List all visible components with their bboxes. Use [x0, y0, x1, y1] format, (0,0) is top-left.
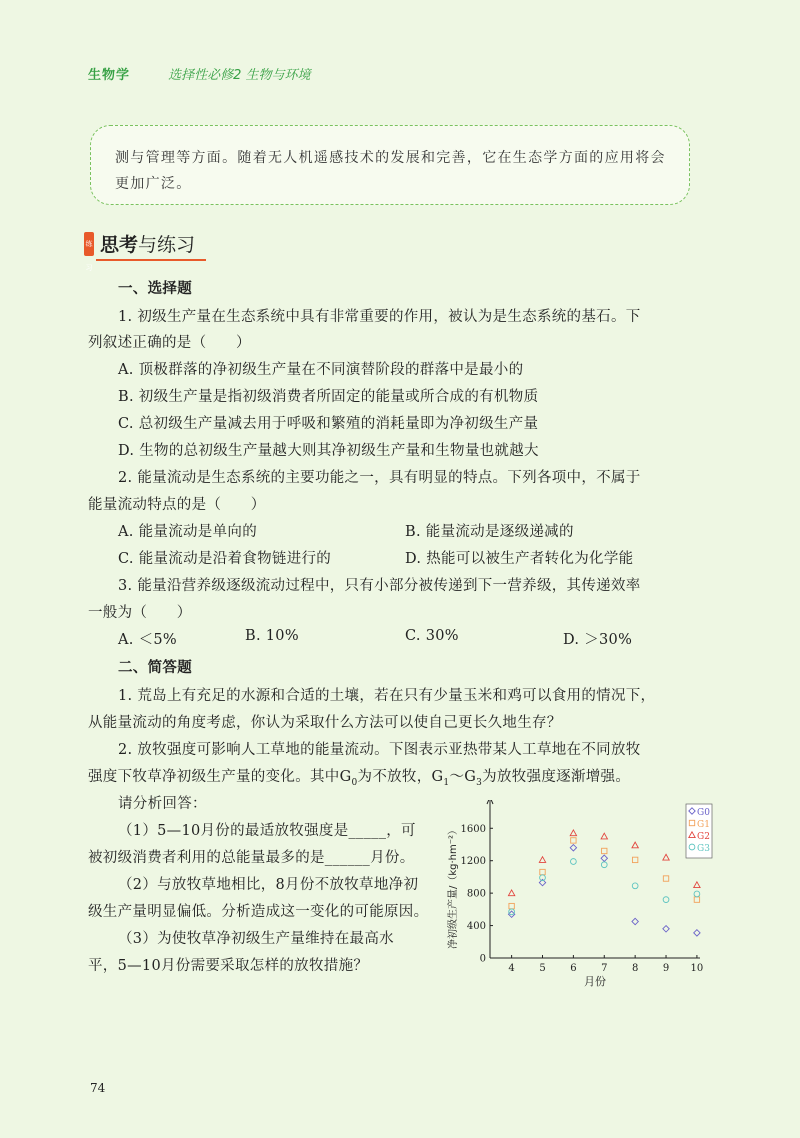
q1-option-c: C. 总初级生产量减去用于呼吸和繁殖的消耗量即为净初级生产量 — [118, 416, 539, 432]
data-point-g2 — [570, 830, 576, 836]
y-tick-label: 400 — [466, 921, 486, 933]
data-point-g2 — [663, 854, 669, 860]
data-point-g3 — [509, 909, 515, 915]
section-tab-icon — [84, 232, 94, 272]
data-point-g1 — [540, 869, 545, 874]
sq2-line2-d: 为放牧强度逐渐增强。 — [482, 769, 631, 785]
q1-option-b: B. 初级生产量是指初级消费者所固定的能量或所合成的有机物质 — [118, 389, 539, 405]
section-heading — [100, 230, 195, 257]
data-point-g2 — [632, 842, 638, 848]
data-point-g2 — [508, 890, 514, 896]
section-tab-label: 练习 — [85, 240, 93, 272]
sq2-p1-line2: 被初级消费者利用的总能量最多的是______月份。 — [88, 850, 415, 866]
data-point-g1 — [602, 848, 607, 853]
sq2-p1-line1: （1）5—10月份的最适放牧强度是_____，可 — [118, 823, 416, 839]
sq2-line2-a: 强度下牧草净初级生产量的变化。其中G — [88, 769, 352, 785]
sq1-line2: 从能量流动的角度考虑，你认为采取什么方法可以使自己更长久地生存？ — [88, 715, 562, 731]
section-heading-bold: 思考 — [100, 234, 139, 256]
data-point-g0 — [570, 845, 576, 851]
book-subtitle: 选择性必修2 生物与环境 — [168, 68, 311, 83]
q2-option-d: D. 热能可以被生产者转化为化学能 — [405, 551, 634, 567]
x-tick-label: 7 — [601, 963, 608, 974]
data-point-g0 — [601, 855, 607, 861]
x-tick-label: 4 — [508, 963, 515, 974]
data-point-g1 — [663, 876, 668, 881]
sq1-line1: 1. 荒岛上有充足的水源和合适的土壤，若在只有少量玉米和鸡可以食用的情况下， — [118, 688, 656, 704]
data-point-g0 — [632, 918, 638, 924]
sq2-line1: 2. 放牧强度可影响人工草地的能量流动。下图表示亚热带某人工草地在不同放牧 — [118, 742, 641, 758]
sq2-line2-b: 为不放牧，G — [357, 769, 444, 785]
q2-line2: 能量流动特点的是（ ） — [88, 497, 266, 513]
y-tick-label: 0 — [479, 953, 486, 965]
sq2-p2-line2: 级生产量明显偏低。分析造成这一变化的可能原因。 — [88, 904, 429, 920]
q1-line1: 1. 初级生产量在生态系统中具有非常重要的作用，被认为是生态系统的基石。下 — [118, 309, 641, 325]
q3-option-a: A. ＜5% — [118, 632, 177, 648]
q2-option-c: C. 能量流动是沿着食物链进行的 — [118, 551, 332, 567]
data-point-g2 — [601, 833, 607, 839]
q3-option-d: D. ＞30% — [563, 632, 633, 648]
note-text: 测与管理等方面。随着无人机遥感技术的发展和完善，它在生态学方面的应用将会更加广泛。 — [115, 150, 666, 192]
x-tick-label: 8 — [631, 963, 639, 974]
q1-option-d: D. 生物的总初级生产量越大则其净初级生产量和生物量也就越大 — [118, 443, 539, 459]
page-number: 74 — [90, 1081, 106, 1095]
sq2-p2-line1: （2）与放牧草地相比，8月份不放牧草地净初 — [118, 877, 419, 893]
data-point-g3 — [663, 897, 669, 903]
q2-option-a: A. 能量流动是单向的 — [118, 524, 257, 540]
q2-option-b: B. 能量流动是逐级递减的 — [405, 524, 574, 540]
sq2-prompt: 请分析回答： — [118, 796, 207, 812]
x-tick-label: 9 — [662, 963, 670, 974]
section-heading-rest: 与练习 — [138, 234, 196, 256]
section-title — [84, 230, 214, 272]
data-point-g3 — [632, 883, 638, 889]
x-axis-label: 月份 — [584, 975, 606, 988]
note-box — [90, 125, 690, 205]
data-point-g0 — [663, 926, 669, 932]
part2-heading: 二、简答题 — [118, 660, 192, 676]
q1-line2: 列叙述正确的是（ ） — [88, 335, 251, 351]
sq2-line2 — [88, 765, 630, 788]
data-point-g3 — [571, 859, 577, 865]
x-tick-label: 6 — [570, 963, 577, 974]
legend-label-g1: G1 — [697, 820, 710, 830]
legend-label-g2: G2 — [697, 832, 710, 842]
data-point-g2 — [694, 882, 700, 888]
sq2-line2-c: ～G — [449, 769, 477, 785]
y-tick-label: 800 — [466, 888, 486, 900]
q3-line1: 3. 能量沿营养级逐级流动过程中，只有小部分被传递到下一营养级，其传递效率 — [118, 578, 641, 594]
data-point-g1 — [571, 838, 576, 843]
q3-line2: 一般为（ ） — [88, 605, 192, 621]
running-header — [88, 64, 311, 83]
data-point-g2 — [539, 857, 545, 863]
book-title: 生物学 — [88, 68, 131, 83]
data-point-g3 — [694, 891, 700, 897]
data-point-g0 — [694, 930, 700, 936]
sq2-p3-line1: （3）为使牧草净初级生产量维持在最高水 — [118, 931, 394, 947]
data-point-g1 — [694, 897, 699, 902]
y-axis-label: 净初级生产量/（kg·hm⁻²） — [448, 824, 459, 950]
y-tick-label: 1600 — [460, 823, 486, 835]
x-tick-label: 10 — [690, 963, 704, 974]
part1-heading: 一、选择题 — [118, 281, 192, 297]
sq2-sub-0: 0 — [351, 777, 358, 788]
legend-label-g3: G3 — [697, 844, 710, 854]
legend-label-g0: G0 — [697, 808, 710, 818]
sq2-sub-1: 1 — [443, 777, 450, 788]
data-point-g1 — [632, 857, 637, 862]
sq2-p3-line2: 平，5—10月份需要采取怎样的放牧措施？ — [88, 958, 369, 974]
q3-option-c: C. 30% — [405, 628, 459, 644]
section-underline — [96, 259, 206, 261]
q1-option-a: A. 顶极群落的净初级生产量在不同演替阶段的群落中是最小的 — [118, 362, 524, 378]
data-point-g1 — [509, 903, 514, 908]
sq2-sub-3: 3 — [476, 777, 483, 788]
npp-scatter-chart — [438, 800, 718, 1000]
y-tick-label: 1200 — [460, 856, 486, 868]
x-tick-label: 5 — [539, 963, 546, 974]
data-point-g3 — [601, 862, 607, 868]
q3-option-b: B. 10% — [245, 628, 299, 644]
q2-line1: 2. 能量流动是生态系统的主要功能之一，具有明显的特点。下列各项中，不属于 — [118, 470, 641, 486]
